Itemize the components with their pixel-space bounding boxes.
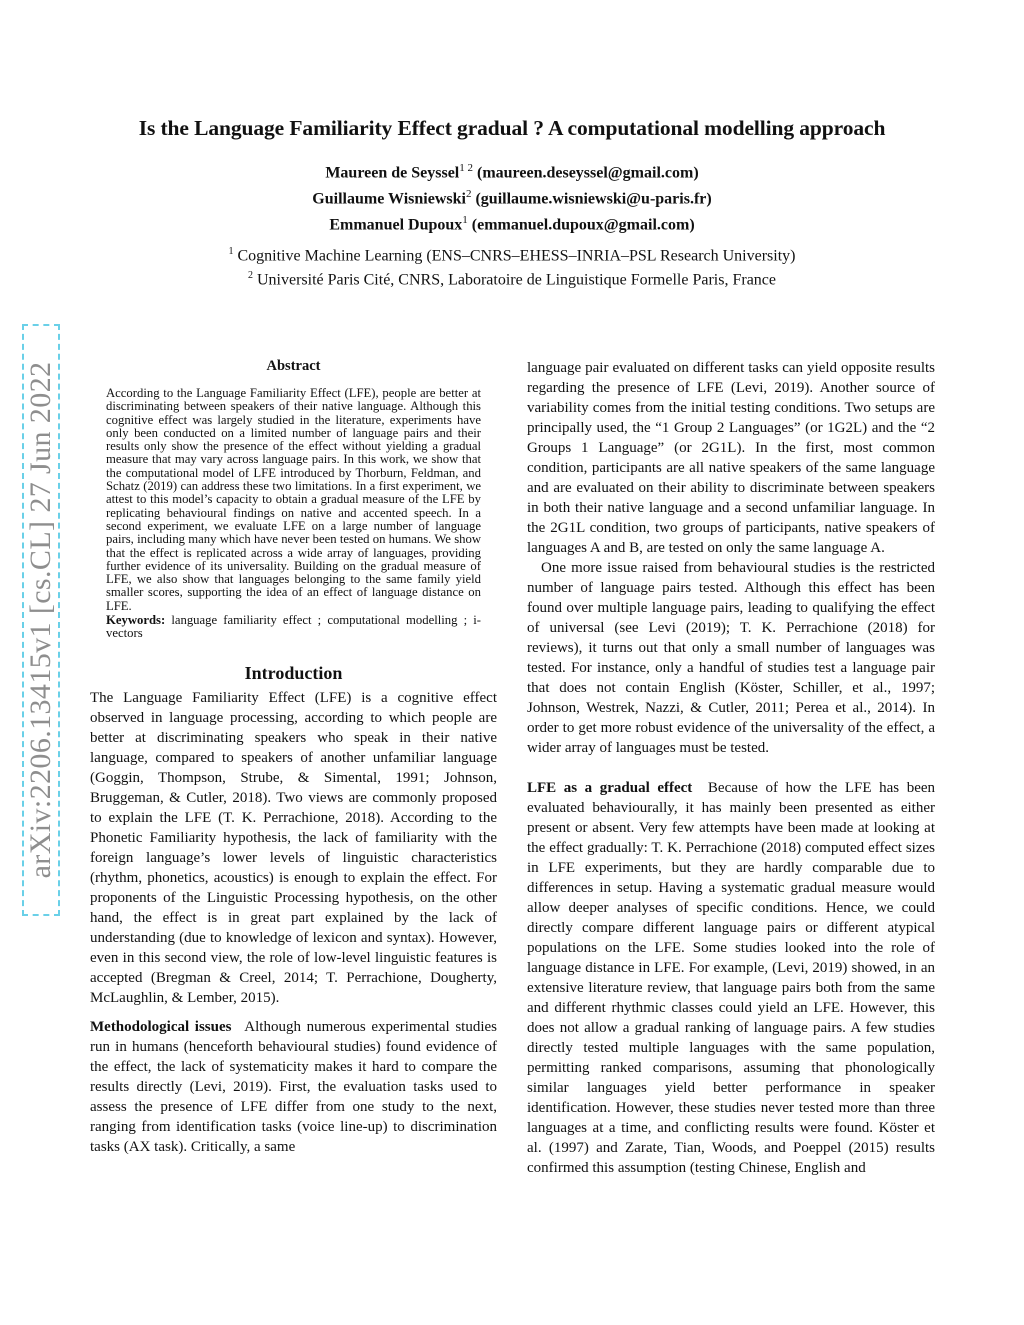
body-paragraph: language pair evaluated on different tasks can yield opposite results regarding the presence of LFE (Levi, 2019). Another source of variability comes from the initial testing conditions. Two setups are principally used, the “1 Group 2 Languages” (or 1G2L) and the “2 Groups 1 Language” (or 2G1L). In the first, most common condition, participants are all native speakers of the same language and are evaluated on their ability to discriminate between speakers in both their native language and a second unfamiliar language. In the 2G1L condition, two groups of participants, native speakers of languages A and B, are tested on only the same language A. bbox=[527, 360, 935, 556]
abstract-text: According to the Language Familiarity Effect (LFE), people are better at discriminating between speakers of their native language. Although this cognitive effect was largely studied in the literature, experiments have only been conducted on a limited number of language pairs and their results only show the presence of the effect without yielding a gradual measure that may vary across language pairs. In this work, we show that the computational model of LFE introduced by Thorburn, Feldman, and Schatz (2019) can address these two limitations. In a first experiment, we attest to this model’s capacity to obtain a gradual measure of the LFE by replicating behavioural findings on native and accented speech. In a second experiment, we evaluate LFE on a large number of language pairs, including many which have never been tested on humans. We show that the effect is replicated across a wide array of languages, providing further evidence of its universality. Building on the gradual measure of LFE, we also show that languages belonging to the same family yield smaller scores, supporting the idea of an effect of language distance on LFE. bbox=[106, 386, 481, 613]
author-name: Maureen de Seyssel bbox=[325, 164, 460, 182]
abstract-heading: Abstract bbox=[266, 358, 321, 374]
paragraph-text: Although numerous experimental studies run in humans (henceforth behavioural studies) found evidence of the effect, the lack of systematicity makes it hard to compare the results directly (Levi, 2019). First, the evaluation tasks used to assess the presence of LFE differ from one study to the next, ranging from identification tasks (voice line-up) to discrimination tasks (AX task). Critically, a same bbox=[90, 1018, 497, 1155]
arxiv-stamp-text: arXiv:2206.13415v1 [cs.CL] 27 Jun 2022 bbox=[24, 361, 57, 879]
affiliation-list bbox=[40, 242, 984, 291]
author-email: (maureen.deseyssel@gmail.com) bbox=[477, 164, 699, 182]
author-affil-mark: 1 2 bbox=[459, 162, 473, 174]
right-column bbox=[527, 358, 935, 1178]
author-email: (emmanuel.dupoux@gmail.com) bbox=[471, 215, 695, 233]
introduction-body bbox=[90, 688, 497, 1157]
affiliation-line bbox=[40, 266, 984, 290]
author-name: Guillaume Wisniewski bbox=[312, 190, 466, 208]
affiliation-mark: 1 bbox=[228, 246, 234, 257]
paper-title: Is the Language Familiarity Effect gradual ? A computational modelling approach bbox=[138, 116, 886, 140]
introduction-heading: Introduction bbox=[244, 662, 343, 683]
left-column bbox=[90, 358, 497, 1157]
abstract-block bbox=[90, 387, 497, 641]
keywords-line bbox=[106, 614, 481, 641]
paragraph-text: Because of how the LFE has been evaluated behaviourally, it has mainly been presented as either present or absent. Very few attempts have been made at looking at the effect gradually: T. K. Perrachione (2018) computed effect sizes in LFE experiments, but they are hardly comparable due to differences in setup. Having a systematic gradual measure would allow deeper analyses of specific conditions. Hence, we could directly compare different language pairs or different atypical populations on the LFE. Some studies looked into the role of language distance in LFE. For example, (Levi, 2019) showed, in an extensive literature review, that language pairs both from the same and different rhythmic classes could yield an LFE. However, this does not allow a gradual ranking of language pairs. A few studies directly tested multiple languages with the same population, permitting ranked comparisons, assuming that phonologically similar languages yield better performance in speaker identification. However, these studies never tested more than three languages at a time, and conflicting results were found. Köster et al. (1997) and Zarate, Tian, Woods, and Poeppel (2015) results confirmed this assumption (testing Chinese, English and bbox=[527, 780, 936, 1176]
author-list bbox=[40, 158, 984, 235]
author-affil-mark: 1 bbox=[462, 213, 468, 226]
affiliation-text: Cognitive Machine Learning (ENS–CNRS–EHESS–INRIA–PSL Research University) bbox=[237, 247, 796, 265]
keywords-label: Keywords: bbox=[106, 613, 166, 628]
affiliation-mark: 2 bbox=[247, 270, 253, 282]
paragraph-heading: Methodological issues bbox=[90, 1018, 232, 1035]
gradual-effect-paragraph bbox=[527, 778, 935, 1178]
methodological-issues-paragraph bbox=[90, 1017, 497, 1157]
keywords-text: language familiarity effect ; computational modelling ; i-vectors bbox=[106, 613, 481, 641]
right-column-body bbox=[527, 358, 935, 1178]
author-name: Emmanuel Dupoux bbox=[329, 215, 463, 233]
affiliation-line bbox=[40, 242, 984, 266]
author-affil-mark: 2 bbox=[465, 187, 472, 200]
paragraph-heading: LFE as a gradual effect bbox=[527, 780, 693, 796]
author-line bbox=[40, 210, 984, 236]
body-paragraph: One more issue raised from behavioural studies is the restricted number of language pairs tested. Although this effect has been found over multiple language pairs, leading to qualifying the effect of universal (see Levi (2019); T. K. Perrachione (2018) for reviews), it turns out that only a small number of languages was tested. For instance, only a handful of studies test a language pair that does not contain English (Köster, Schiller, et al., 1997; Johnson, Westrek, Nazzi, & Cutler, 2011; Perea et al., 2014). In order to get more robust evidence of the universality of the effect, a wider array of languages must be tested. bbox=[527, 560, 935, 756]
affiliation-text: Université Paris Cité, CNRS, Laboratoire de Linguistique Formelle Paris, France bbox=[256, 271, 776, 289]
author-line bbox=[40, 184, 984, 210]
arxiv-stamp[interactable] bbox=[22, 324, 60, 916]
author-line bbox=[40, 158, 984, 184]
intro-paragraph: The Language Familiarity Effect (LFE) is a cognitive effect observed in language processing, according to which people are better at discriminating speakers who speak in their native language, compared to speakers of another unfamiliar language (Goggin, Thompson, Strube, & Simental, 1991; Johnson, Bruggeman, & Cutler, 2018). Two views are commonly proposed to explain the LFE (T. K. Perrachione, 2018). According to the Phonetic Familiarity hypothesis, the lack of familiarity with the foreign language’s lower levels of linguistic characteristics (rhythm, phonetics, acoustics) is enough to explain the effect. For proponents of the Linguistic Processing hypothesis, on the other hand, the effect is in great part explained by the lack of understanding (due to knowledge of lexicon and syntax). However, even in this second view, the role of low-level linguistic features is accepted (Bregman & Creel, 2014; T. Perrachione, Dougherty, McLaughlin, & Lember, 2015). bbox=[90, 689, 497, 1006]
author-email: (guillaume.wisniewski@u-paris.fr) bbox=[475, 190, 712, 208]
